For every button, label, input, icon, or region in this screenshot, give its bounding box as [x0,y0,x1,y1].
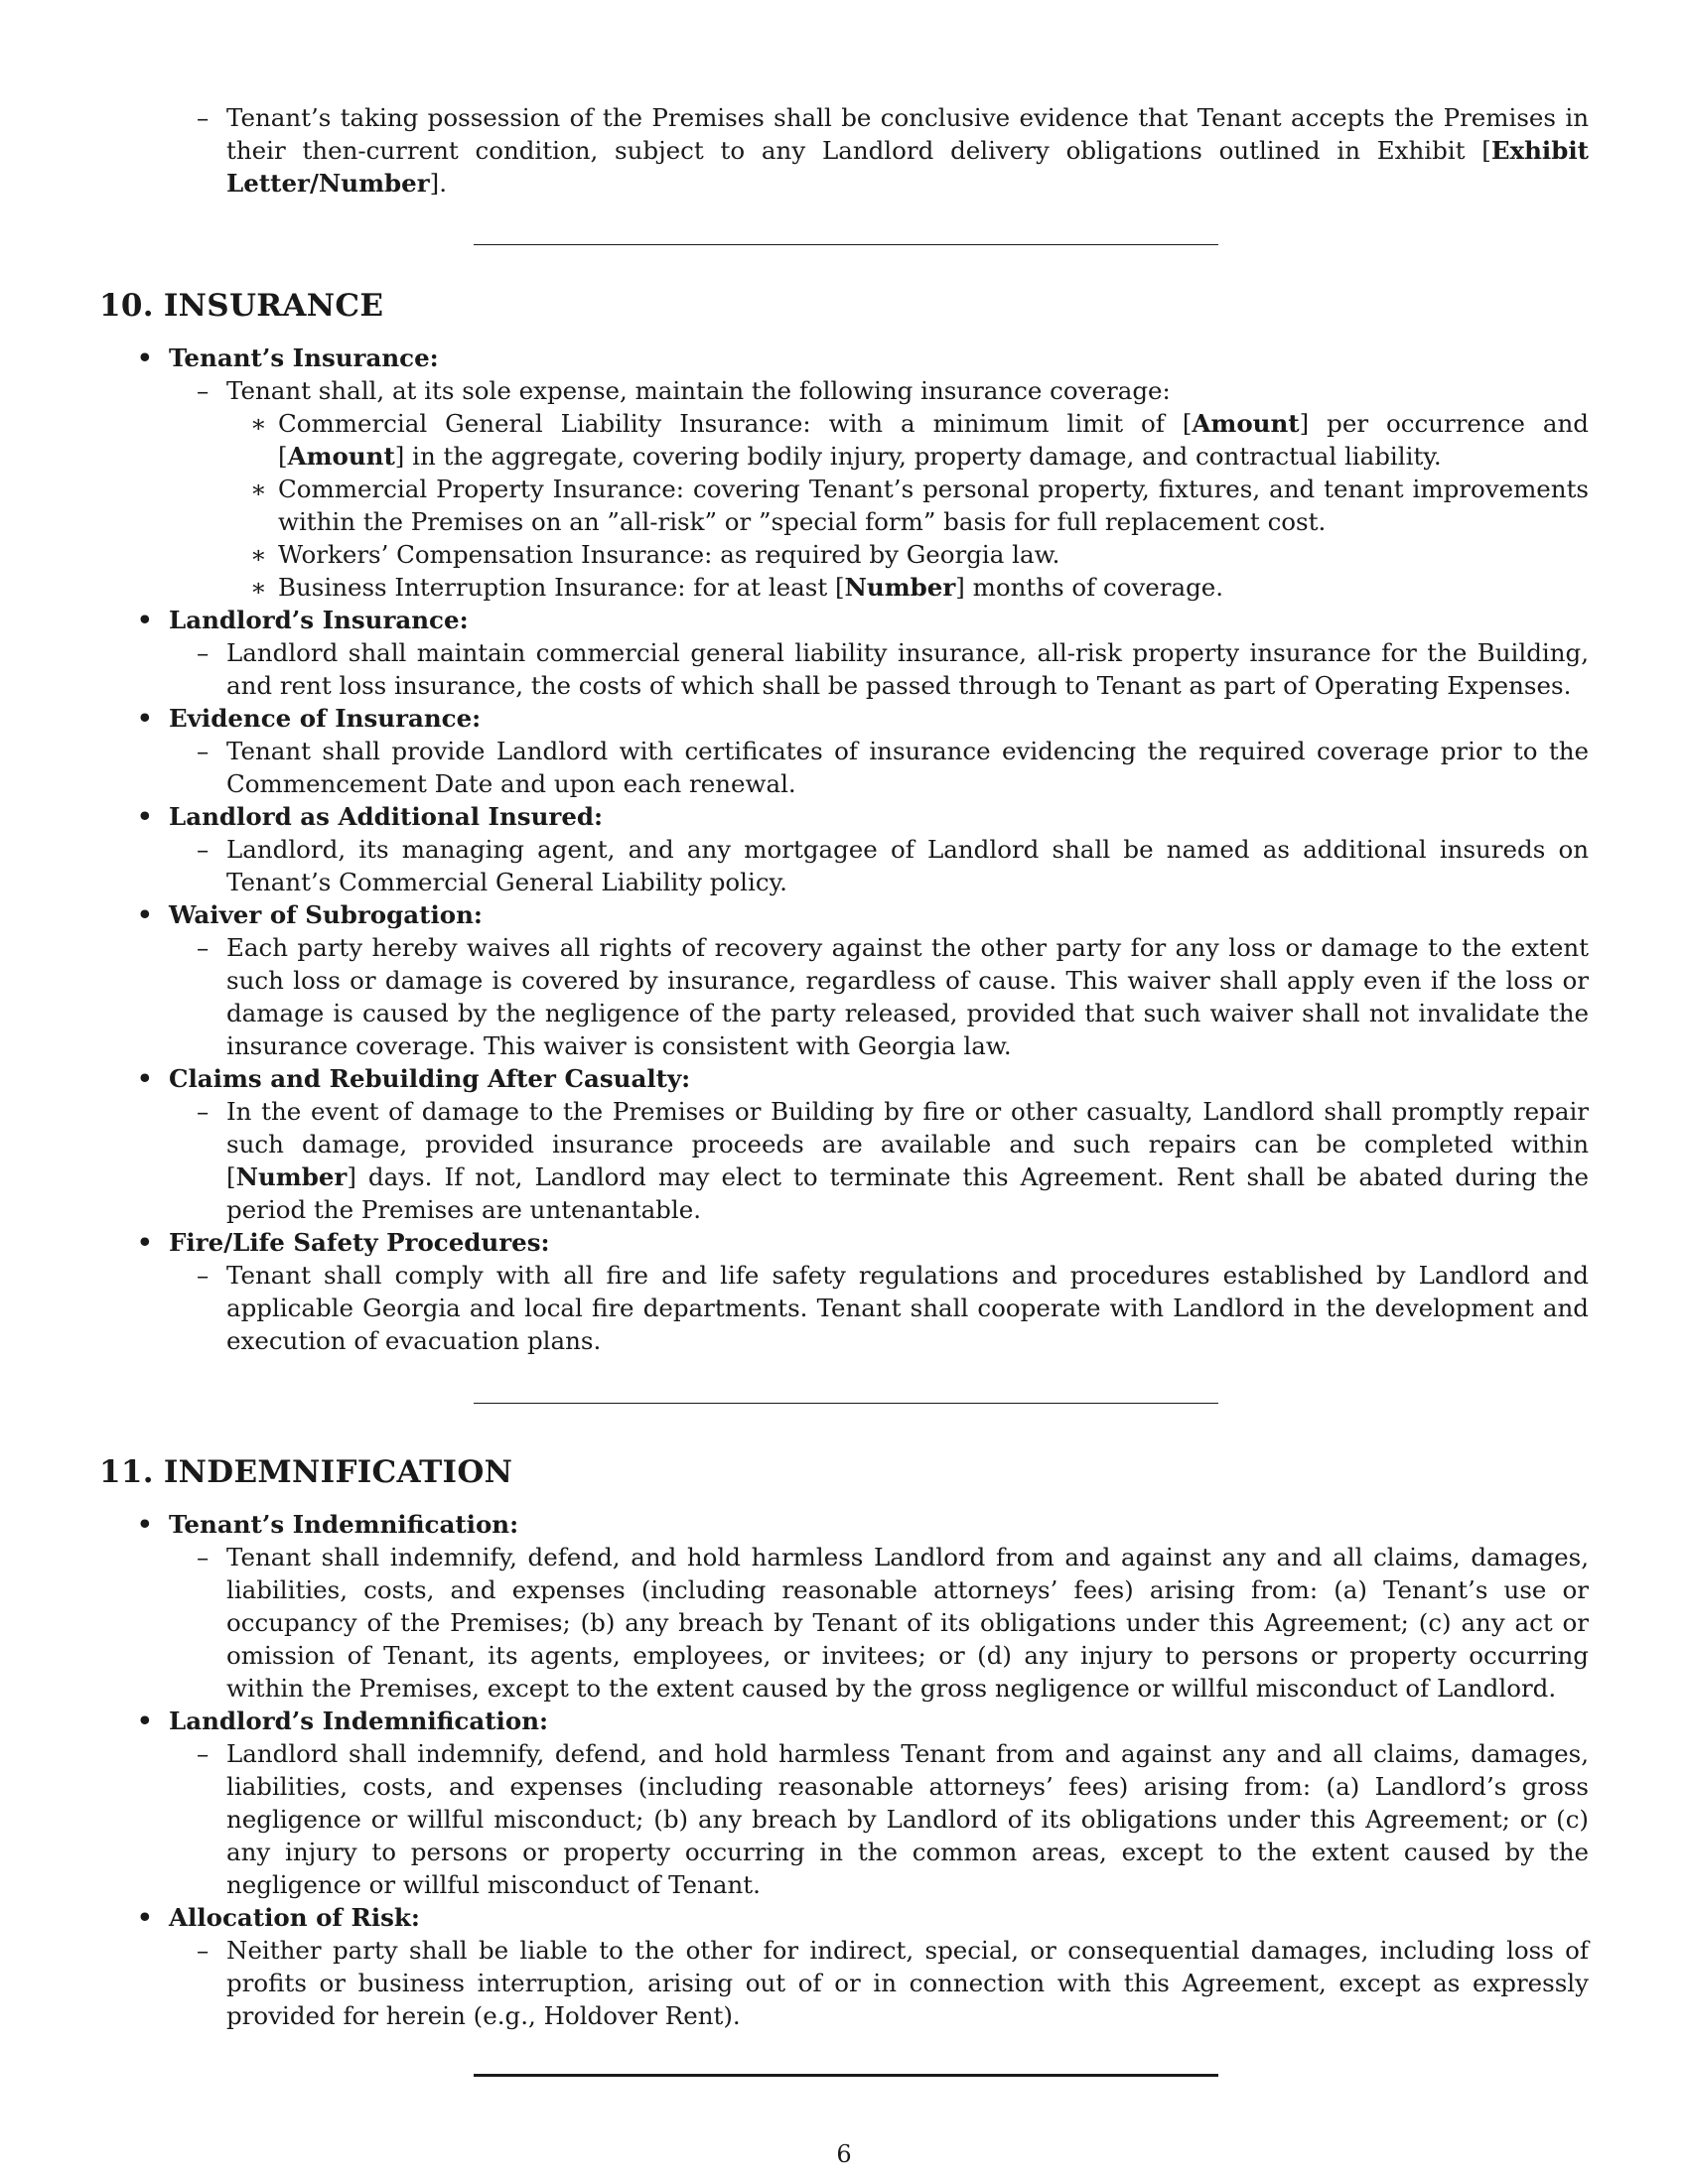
section-number: 11. [99,1454,154,1490]
bullet-marker: • [137,1903,153,1932]
text-run: ] months of coverage. [955,573,1224,602]
sub-item-text [226,376,1171,405]
section-heading-indemnification [99,1452,512,1492]
text-run: In the event of damage to the Premises or Building by fire or other casualty, Landlord shall promptly repair such damage, provided insurance proceeds are available and such repairs can be completed within [ [226,1097,1589,1191]
star-marker: ∗ [250,540,267,569]
section-title: INSURANCE [163,288,384,324]
sub-item-text [226,835,1589,896]
list-item [137,341,1589,604]
sub-list-item [197,1095,1589,1226]
sub-item-text [226,737,1589,798]
sub-list [169,636,1589,702]
text-run: Landlord shall maintain commercial general liability insurance, all-risk property insurance for the Building, and rent loss insurance, the costs of which shall be passed through to Tenant as part of Operating Expenses. [226,638,1589,700]
item-title: Waiver of Subrogation: [169,900,483,929]
indemnification-list [137,1508,1589,2032]
bullet-marker: • [137,1510,153,1539]
lead-list-item [197,101,1589,200]
sub-list [169,833,1589,898]
sub-list [169,735,1589,800]
sub-sub-list-item [250,538,1589,571]
dash-marker: – [197,376,210,405]
section-heading-insurance [99,286,383,326]
list-item [137,1062,1589,1226]
text-run: Tenant shall provide Landlord with certificates of insurance evidencing the required coverage prior to the Commencement Date and upon each renewal. [226,737,1589,798]
placeholder-text: Amount [287,442,395,471]
text-run: Commercial General Liability Insurance: with a minimum limit of [ [278,409,1193,438]
list-item [137,800,1589,898]
sub-list [169,1737,1589,1901]
dash-marker: – [197,103,210,132]
text-run: Neither party shall be liable to the other for indirect, special, or consequential damages, including loss of profits or business interruption, arising out of or in connection with this Agreement, except as expressly provided for herein (e.g., Holdover Rent). [226,1936,1589,2030]
sub-sub-item-text [278,475,1589,536]
dash-marker: – [197,1097,210,1126]
insurance-list [137,341,1589,1357]
bullet-marker: • [137,1228,153,1257]
sub-list-item [197,1934,1589,2032]
list-item [137,1226,1589,1357]
section-title: INDEMNIFICATION [163,1454,513,1490]
sub-sub-item-text [278,540,1059,569]
bullet-marker: • [137,343,153,372]
sub-list-item [197,1541,1589,1705]
sub-item-text [226,1739,1589,1899]
text-run: Commercial Property Insurance: covering Tenant’s personal property, fixtures, and tenant improvements within the Premises on an ”all-risk” or ”special form” basis for full replacement cost. [278,475,1589,536]
item-title: Claims and Rebuilding After Casualty: [169,1064,691,1093]
list-item [137,1508,1589,1705]
sub-list-item [197,735,1589,800]
placeholder-text: Amount [1192,409,1300,438]
sub-sub-item-text [278,573,1223,602]
text-run: Landlord, its managing agent, and any mortgagee of Landlord shall be named as additional insureds on Tenant’s Commercial General Liability policy. [226,835,1589,896]
star-marker: ∗ [250,409,267,438]
page-number: 6 [836,2140,852,2168]
text-run: ]. [429,169,448,198]
dash-marker: – [197,737,210,765]
text-run: ] in the aggregate, covering bodily injury, property damage, and contractual liability. [394,442,1442,471]
sub-item-text [226,638,1589,700]
list-item [137,1705,1589,1901]
bullet-marker: • [137,1706,153,1735]
text-run: Landlord shall indemnify, defend, and hold harmless Tenant from and against any and all claims, damages, liabilities, costs, and expenses (including reasonable attorneys’ fees) arising from: (a) Landlord’s gross negligence or willful misconduct; (b) any breach by Landlord of its obligations under this Agreement; or (c) any injury to persons or property occurring in the common areas, except to the extent caused by the negligence or willful misconduct of Tenant. [226,1739,1589,1899]
list-item [137,898,1589,1062]
item-title: Landlord’s Indemnification: [169,1706,549,1735]
sub-list [169,1541,1589,1705]
list-item [137,604,1589,702]
item-title: Allocation of Risk: [169,1903,420,1932]
dash-marker: – [197,1936,210,1965]
bullet-marker: • [137,900,153,929]
text-run: ] per occurrence and [ [278,409,1589,471]
text-run: Tenant shall indemnify, defend, and hold harmless Landlord from and against any and all claims, damages, liabilities, costs, and expenses (including reasonable attorneys’ fees) arising from: (a) Tenant’s use or occupancy of the Premises; (b) any breach by Tenant of its obligations under this Agreement; (c) any act or omission of Tenant, its agents, employees, or invitees; or (d) any injury to persons or property occurring within the Premises, except to the extent caused by the gross negligence or willful misconduct of Landlord. [226,1543,1589,1703]
star-marker: ∗ [250,573,267,602]
bullet-marker: • [137,1064,153,1093]
dash-marker: – [197,638,210,667]
sub-sub-list-item [250,473,1589,538]
sub-list-item [197,374,1589,604]
placeholder-text: Exhibit Letter/Number [226,136,1589,198]
text-run: Each party hereby waives all rights of recovery against the other party for any loss or damage to the extent such loss or damage is covered by insurance, regardless of cause. This waiver shall apply even if the loss or damage is caused by the negligence of the party released, provided that such waiver shall not invalidate the insurance coverage. This waiver is consistent with Georgia law. [226,933,1589,1060]
sub-sub-list-item [250,407,1589,473]
text-run: Tenant shall comply with all fire and life safety regulations and procedures established by Landlord and applicable Georgia and local fire departments. Tenant shall cooperate with Landlord in the development and execution of evacuation plans. [226,1261,1589,1355]
sub-list-item [197,1259,1589,1357]
sub-item-text [226,1936,1589,2030]
item-title: Landlord as Additional Insured: [169,802,604,831]
placeholder-text: Number [235,1162,348,1191]
item-title: Landlord’s Insurance: [169,606,469,634]
bullet-marker: • [137,704,153,733]
section-number: 10. [99,288,154,324]
sub-list-item [197,1737,1589,1901]
horizontal-rule-3 [474,2074,1218,2077]
list-item [137,1901,1589,2032]
dash-marker: – [197,1543,210,1571]
sub-list [169,1934,1589,2032]
sub-item-text [226,933,1589,1060]
sub-list [169,374,1589,604]
item-title: Tenant’s Insurance: [169,343,439,372]
bullet-marker: • [137,606,153,634]
dash-marker: – [197,1261,210,1290]
text-run: Tenant’s taking possession of the Premises shall be conclusive evidence that Tenant accepts the Premises in their then-current condition, subject to any Landlord delivery obligations outlined in Exhibit [226,103,1589,165]
sub-list-item [197,931,1589,1062]
item-title: Evidence of Insurance: [169,704,482,733]
bullet-marker: • [137,802,153,831]
sub-list [169,931,1589,1062]
item-title: Tenant’s Indemnification: [169,1510,519,1539]
star-marker: ∗ [250,475,267,503]
list-item [137,702,1589,800]
sub-sub-item-text [278,409,1589,471]
item-title: Fire/Life Safety Procedures: [169,1228,550,1257]
sub-list [169,1259,1589,1357]
text-run: Workers’ Compensation Insurance: as required by Georgia law. [278,540,1060,569]
sub-item-text [226,1543,1589,1703]
text-run: Business Interruption Insurance: for at least [ [278,573,845,602]
sub-sub-list-item [250,571,1589,604]
sub-item-text [226,1261,1589,1355]
sub-sub-list [226,407,1589,604]
sub-list-item [197,833,1589,898]
text-run: Tenant shall, at its sole expense, maintain the following insurance coverage: [226,376,1171,405]
horizontal-rule-2 [474,1403,1218,1404]
dash-marker: – [197,1739,210,1768]
lead-item-text [226,103,1589,198]
dash-marker: – [197,835,210,864]
sub-item-text [226,1097,1589,1224]
sub-list [169,1095,1589,1226]
sub-list-item [197,636,1589,702]
text-run: [ [1481,136,1491,165]
horizontal-rule-1 [474,244,1218,245]
text-run: ] days. If not, Landlord may elect to terminate this Agreement. Rent shall be abated during the period the Premises are untenantable. [226,1162,1589,1224]
placeholder-text: Number [844,573,956,602]
dash-marker: – [197,933,210,962]
